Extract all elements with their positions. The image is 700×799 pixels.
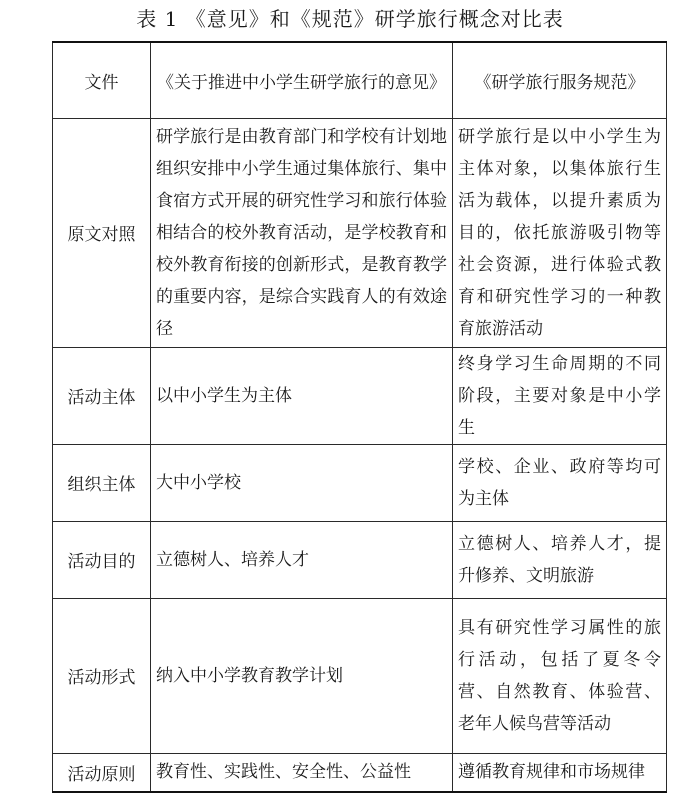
table-row bbox=[53, 118, 667, 347]
table-row bbox=[53, 444, 667, 521]
row-label-cell: 原文对照 bbox=[53, 118, 151, 347]
table-header-row bbox=[53, 42, 667, 118]
row-label-cell: 活动原则 bbox=[53, 753, 151, 792]
comparison-table bbox=[52, 41, 667, 793]
row-label-cell: 组织主体 bbox=[53, 444, 151, 521]
row-doc1-cell: 教育性、实践性、安全性、公益性 bbox=[151, 753, 453, 792]
table-caption: 表 1 《意见》和《规范》研学旅行概念对比表 bbox=[136, 7, 564, 31]
row-label-cell: 活动主体 bbox=[53, 347, 151, 444]
row-doc2-cell: 具有研究性学习属性的旅行活动，包括了夏冬令营、自然教育、体验营、老年人候鸟营等活动 bbox=[453, 598, 667, 753]
row-doc1-cell: 大中小学校 bbox=[151, 444, 453, 521]
row-doc1-cell: 研学旅行是由教育部门和学校有计划地组织安排中小学生通过集体旅行、集中食宿方式开展的研究性学习和旅行体验相结合的校外教育活动，是学校教育和校外教育衔接的创新形式，是教育教学的重要内容，是综合实践育人的有效途径 bbox=[151, 118, 453, 347]
row-doc2-cell: 立德树人、培养人才，提升修养、文明旅游 bbox=[453, 521, 667, 598]
row-doc2-cell: 学校、企业、政府等均可为主体 bbox=[453, 444, 667, 521]
row-label-cell: 活动目的 bbox=[53, 521, 151, 598]
table-row bbox=[53, 521, 667, 598]
row-doc1-cell: 立德树人、培养人才 bbox=[151, 521, 453, 598]
row-doc2-cell: 研学旅行是以中小学生为主体对象，以集体旅行生活为载体，以提升素质为目的，依托旅游吸引物等社会资源，进行体验式教育和研究性学习的一种教育旅游活动 bbox=[453, 118, 667, 347]
table-row bbox=[53, 753, 667, 792]
row-doc1-cell: 以中小学生为主体 bbox=[151, 347, 453, 444]
row-doc1-cell: 纳入中小学教育教学计划 bbox=[151, 598, 453, 753]
row-label-cell: 活动形式 bbox=[53, 598, 151, 753]
header-doc1-cell: 《关于推进中小学生研学旅行的意见》 bbox=[151, 42, 453, 118]
table-row bbox=[53, 598, 667, 753]
row-doc2-cell: 遵循教育规律和市场规律 bbox=[453, 753, 667, 792]
table-row bbox=[53, 347, 667, 444]
header-label-cell: 文件 bbox=[53, 42, 151, 118]
row-doc2-cell: 终身学习生命周期的不同阶段，主要对象是中小学生 bbox=[453, 347, 667, 444]
header-doc2-cell: 《研学旅行服务规范》 bbox=[453, 42, 667, 118]
